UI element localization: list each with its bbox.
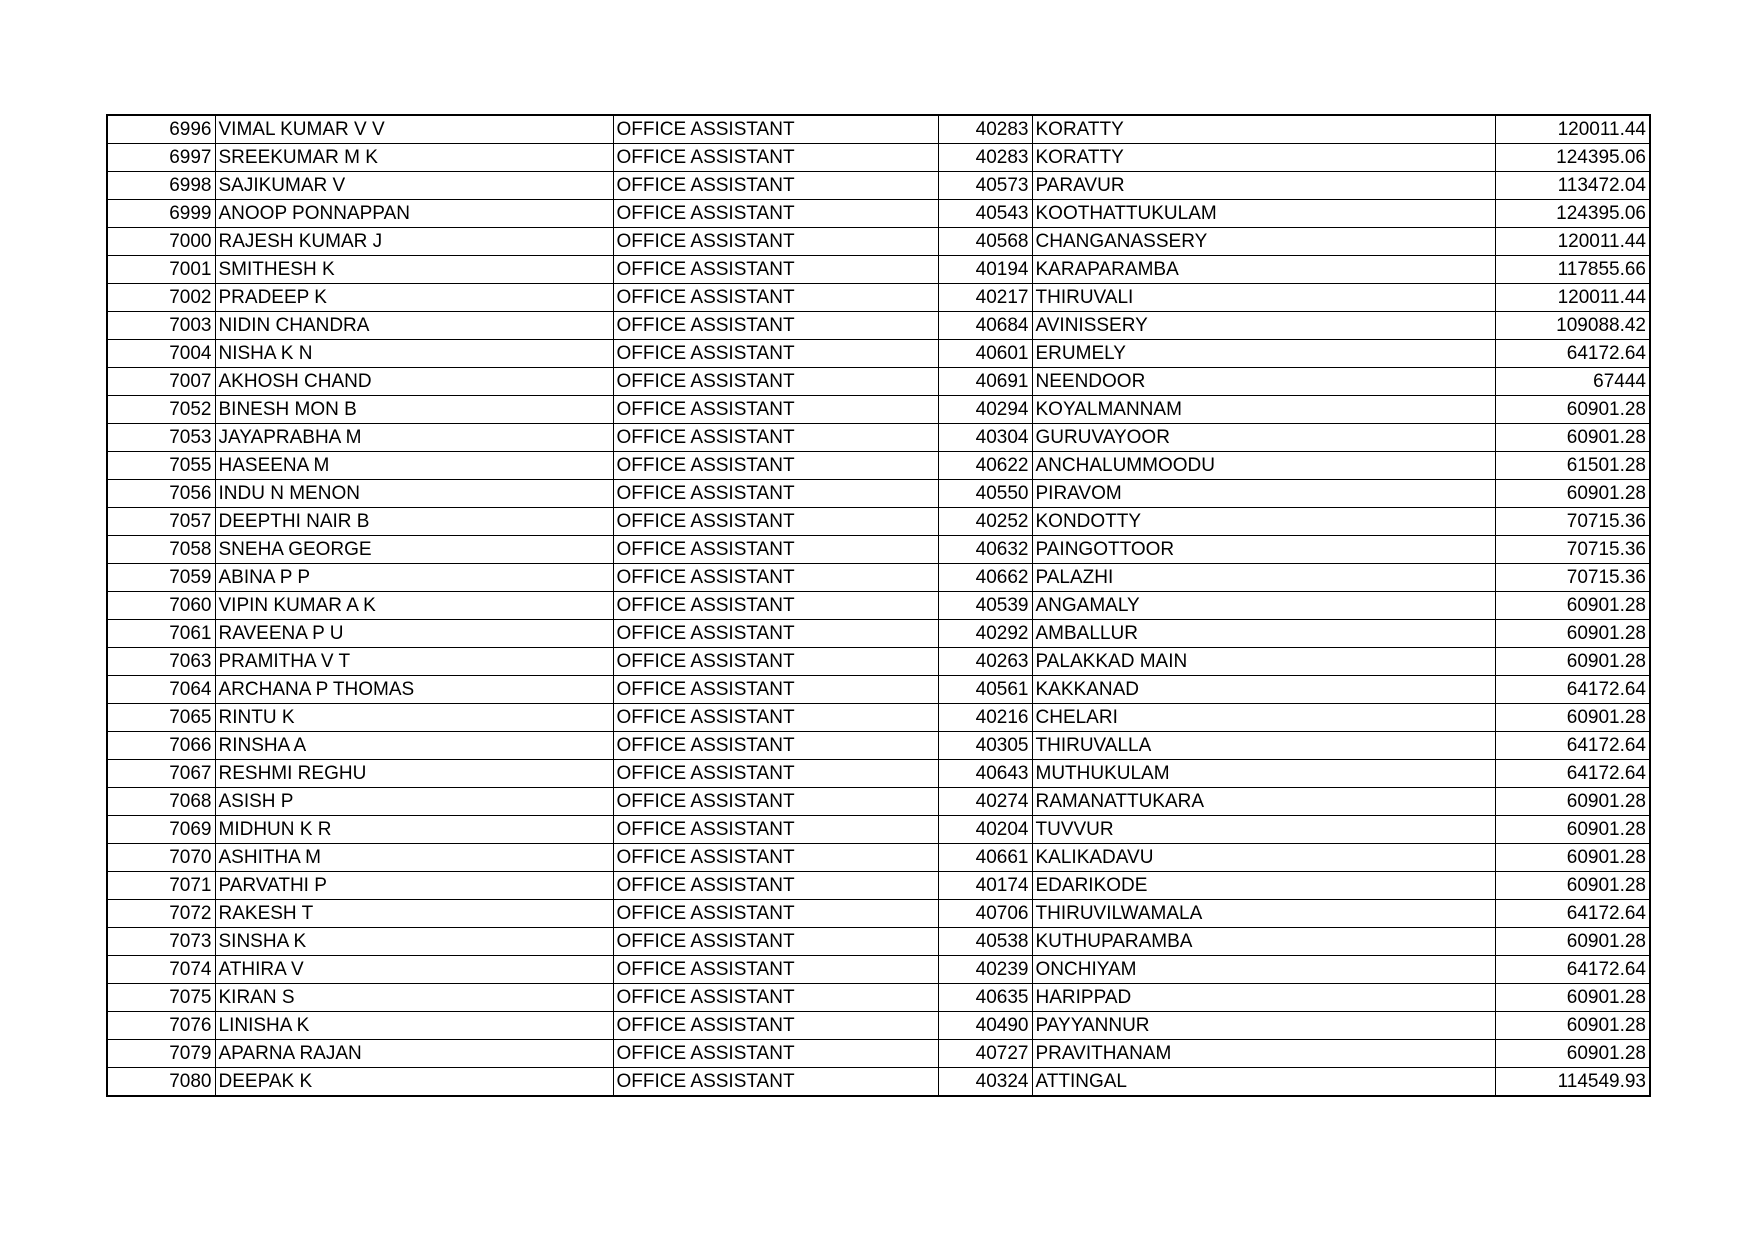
office-name-cell: PALAZHI — [1032, 564, 1495, 592]
employee-name-cell: ASISH P — [215, 788, 613, 816]
office-name-cell: GURUVAYOOR — [1032, 424, 1495, 452]
table-row — [107, 508, 1650, 536]
office-name-cell: ANCHALUMMOODU — [1032, 452, 1495, 480]
employee-name-cell: SREEKUMAR M K — [215, 144, 613, 172]
employee-id-cell: 7058 — [107, 536, 215, 564]
table-row — [107, 228, 1650, 256]
table-row — [107, 200, 1650, 228]
employee-id-cell: 7060 — [107, 592, 215, 620]
employee-table-body — [107, 115, 1650, 1096]
employee-name-cell: LINISHA K — [215, 1012, 613, 1040]
employee-id-cell: 7069 — [107, 816, 215, 844]
office-name-cell: ONCHIYAM — [1032, 956, 1495, 984]
employee-id-cell: 7002 — [107, 284, 215, 312]
office-code-cell: 40252 — [938, 508, 1032, 536]
employee-id-cell: 7072 — [107, 900, 215, 928]
office-name-cell: KORATTY — [1032, 144, 1495, 172]
office-code-cell: 40632 — [938, 536, 1032, 564]
office-name-cell: ANGAMALY — [1032, 592, 1495, 620]
office-name-cell: CHELARI — [1032, 704, 1495, 732]
office-name-cell: NEENDOOR — [1032, 368, 1495, 396]
employee-name-cell: MIDHUN K R — [215, 816, 613, 844]
designation-cell: OFFICE ASSISTANT — [613, 508, 938, 536]
amount-cell: 60901.28 — [1495, 1012, 1650, 1040]
table-row — [107, 480, 1650, 508]
office-code-cell: 40543 — [938, 200, 1032, 228]
employee-id-cell: 6996 — [107, 115, 215, 144]
designation-cell: OFFICE ASSISTANT — [613, 816, 938, 844]
employee-id-cell: 7059 — [107, 564, 215, 592]
employee-id-cell: 7064 — [107, 676, 215, 704]
office-code-cell: 40643 — [938, 760, 1032, 788]
table-row — [107, 816, 1650, 844]
employee-id-cell: 7074 — [107, 956, 215, 984]
table-row — [107, 900, 1650, 928]
amount-cell: 60901.28 — [1495, 928, 1650, 956]
table-row — [107, 844, 1650, 872]
employee-id-cell: 6998 — [107, 172, 215, 200]
employee-name-cell: PARVATHI P — [215, 872, 613, 900]
amount-cell: 60901.28 — [1495, 396, 1650, 424]
employee-id-cell: 6999 — [107, 200, 215, 228]
office-name-cell: KOOTHATTUKULAM — [1032, 200, 1495, 228]
employee-id-cell: 7052 — [107, 396, 215, 424]
employee-id-cell: 7076 — [107, 1012, 215, 1040]
amount-cell: 60901.28 — [1495, 872, 1650, 900]
office-name-cell: KALIKADAVU — [1032, 844, 1495, 872]
designation-cell: OFFICE ASSISTANT — [613, 200, 938, 228]
employee-name-cell: PRADEEP K — [215, 284, 613, 312]
table-row — [107, 620, 1650, 648]
office-name-cell: PIRAVOM — [1032, 480, 1495, 508]
amount-cell: 117855.66 — [1495, 256, 1650, 284]
table-row — [107, 872, 1650, 900]
office-code-cell: 40294 — [938, 396, 1032, 424]
office-code-cell: 40216 — [938, 704, 1032, 732]
employee-id-cell: 7063 — [107, 648, 215, 676]
amount-cell: 67444 — [1495, 368, 1650, 396]
office-code-cell: 40539 — [938, 592, 1032, 620]
office-code-cell: 40684 — [938, 312, 1032, 340]
amount-cell: 124395.06 — [1495, 144, 1650, 172]
amount-cell: 70715.36 — [1495, 508, 1650, 536]
office-name-cell: KARAPARAMBA — [1032, 256, 1495, 284]
employee-id-cell: 7065 — [107, 704, 215, 732]
office-code-cell: 40622 — [938, 452, 1032, 480]
office-name-cell: AVINISSERY — [1032, 312, 1495, 340]
office-name-cell: AMBALLUR — [1032, 620, 1495, 648]
amount-cell: 64172.64 — [1495, 340, 1650, 368]
designation-cell: OFFICE ASSISTANT — [613, 172, 938, 200]
designation-cell: OFFICE ASSISTANT — [613, 396, 938, 424]
employee-id-cell: 7055 — [107, 452, 215, 480]
employee-id-cell: 7053 — [107, 424, 215, 452]
office-name-cell: KORATTY — [1032, 115, 1495, 144]
employee-id-cell: 7004 — [107, 340, 215, 368]
office-code-cell: 40661 — [938, 844, 1032, 872]
office-name-cell: ERUMELY — [1032, 340, 1495, 368]
employee-id-cell: 7070 — [107, 844, 215, 872]
designation-cell: OFFICE ASSISTANT — [613, 256, 938, 284]
office-code-cell: 40550 — [938, 480, 1032, 508]
office-code-cell: 40691 — [938, 368, 1032, 396]
employee-name-cell: JAYAPRABHA M — [215, 424, 613, 452]
designation-cell: OFFICE ASSISTANT — [613, 312, 938, 340]
office-code-cell: 40490 — [938, 1012, 1032, 1040]
amount-cell: 64172.64 — [1495, 760, 1650, 788]
employee-name-cell: DEEPAK K — [215, 1068, 613, 1097]
employee-name-cell: PRAMITHA V T — [215, 648, 613, 676]
employee-id-cell: 7080 — [107, 1068, 215, 1097]
table-row — [107, 424, 1650, 452]
office-name-cell: EDARIKODE — [1032, 872, 1495, 900]
employee-name-cell: ASHITHA M — [215, 844, 613, 872]
employee-name-cell: RAKESH T — [215, 900, 613, 928]
employee-name-cell: APARNA RAJAN — [215, 1040, 613, 1068]
employee-name-cell: RINSHA A — [215, 732, 613, 760]
table-row — [107, 1068, 1650, 1097]
office-code-cell: 40204 — [938, 816, 1032, 844]
amount-cell: 60901.28 — [1495, 592, 1650, 620]
office-name-cell: KOYALMANNAM — [1032, 396, 1495, 424]
table-row — [107, 1040, 1650, 1068]
office-name-cell: TUVVUR — [1032, 816, 1495, 844]
designation-cell: OFFICE ASSISTANT — [613, 368, 938, 396]
table-row — [107, 536, 1650, 564]
table-row — [107, 648, 1650, 676]
employee-name-cell: SINSHA K — [215, 928, 613, 956]
employee-id-cell: 7071 — [107, 872, 215, 900]
designation-cell: OFFICE ASSISTANT — [613, 788, 938, 816]
amount-cell: 60901.28 — [1495, 788, 1650, 816]
office-name-cell: CHANGANASSERY — [1032, 228, 1495, 256]
table-row — [107, 676, 1650, 704]
office-name-cell: PAYYANNUR — [1032, 1012, 1495, 1040]
employee-name-cell: INDU N MENON — [215, 480, 613, 508]
table-row — [107, 256, 1650, 284]
office-name-cell: THIRUVALLA — [1032, 732, 1495, 760]
table-row — [107, 172, 1650, 200]
office-code-cell: 40324 — [938, 1068, 1032, 1097]
employee-name-cell: SMITHESH K — [215, 256, 613, 284]
table-row — [107, 788, 1650, 816]
office-code-cell: 40635 — [938, 984, 1032, 1012]
amount-cell: 60901.28 — [1495, 424, 1650, 452]
designation-cell: OFFICE ASSISTANT — [613, 592, 938, 620]
office-code-cell: 40304 — [938, 424, 1032, 452]
designation-cell: OFFICE ASSISTANT — [613, 732, 938, 760]
designation-cell: OFFICE ASSISTANT — [613, 452, 938, 480]
office-name-cell: THIRUVILWAMALA — [1032, 900, 1495, 928]
table-row — [107, 956, 1650, 984]
employee-id-cell: 7001 — [107, 256, 215, 284]
employee-name-cell: NIDIN CHANDRA — [215, 312, 613, 340]
office-name-cell: MUTHUKULAM — [1032, 760, 1495, 788]
designation-cell: OFFICE ASSISTANT — [613, 872, 938, 900]
employee-id-cell: 7000 — [107, 228, 215, 256]
employee-id-cell: 7003 — [107, 312, 215, 340]
amount-cell: 60901.28 — [1495, 844, 1650, 872]
designation-cell: OFFICE ASSISTANT — [613, 620, 938, 648]
employee-name-cell: RINTU K — [215, 704, 613, 732]
amount-cell: 70715.36 — [1495, 536, 1650, 564]
employee-name-cell: RAJESH KUMAR J — [215, 228, 613, 256]
employee-id-cell: 7075 — [107, 984, 215, 1012]
employee-name-cell: SNEHA GEORGE — [215, 536, 613, 564]
office-code-cell: 40561 — [938, 676, 1032, 704]
office-name-cell: RAMANATTUKARA — [1032, 788, 1495, 816]
office-name-cell: PRAVITHANAM — [1032, 1040, 1495, 1068]
office-code-cell: 40305 — [938, 732, 1032, 760]
employee-table — [106, 114, 1651, 1097]
designation-cell: OFFICE ASSISTANT — [613, 1012, 938, 1040]
table-row — [107, 1012, 1650, 1040]
office-name-cell: KONDOTTY — [1032, 508, 1495, 536]
table-row — [107, 396, 1650, 424]
office-name-cell: ATTINGAL — [1032, 1068, 1495, 1097]
office-code-cell: 40601 — [938, 340, 1032, 368]
amount-cell: 60901.28 — [1495, 620, 1650, 648]
amount-cell: 64172.64 — [1495, 676, 1650, 704]
office-name-cell: THIRUVALI — [1032, 284, 1495, 312]
table-row — [107, 928, 1650, 956]
designation-cell: OFFICE ASSISTANT — [613, 984, 938, 1012]
office-code-cell: 40174 — [938, 872, 1032, 900]
table-row — [107, 760, 1650, 788]
table-row — [107, 312, 1650, 340]
amount-cell: 120011.44 — [1495, 228, 1650, 256]
table-row — [107, 368, 1650, 396]
amount-cell: 124395.06 — [1495, 200, 1650, 228]
table-row — [107, 984, 1650, 1012]
employee-name-cell: ABINA P P — [215, 564, 613, 592]
office-code-cell: 40263 — [938, 648, 1032, 676]
office-name-cell: PAINGOTTOOR — [1032, 536, 1495, 564]
amount-cell: 60901.28 — [1495, 704, 1650, 732]
amount-cell: 64172.64 — [1495, 900, 1650, 928]
employee-name-cell: BINESH MON B — [215, 396, 613, 424]
designation-cell: OFFICE ASSISTANT — [613, 144, 938, 172]
office-name-cell: PALAKKAD MAIN — [1032, 648, 1495, 676]
designation-cell: OFFICE ASSISTANT — [613, 424, 938, 452]
employee-name-cell: VIMAL KUMAR V V — [215, 115, 613, 144]
employee-name-cell: RAVEENA P U — [215, 620, 613, 648]
office-code-cell: 40274 — [938, 788, 1032, 816]
office-code-cell: 40573 — [938, 172, 1032, 200]
amount-cell: 114549.93 — [1495, 1068, 1650, 1097]
table-row — [107, 284, 1650, 312]
amount-cell: 60901.28 — [1495, 480, 1650, 508]
employee-id-cell: 7057 — [107, 508, 215, 536]
designation-cell: OFFICE ASSISTANT — [613, 704, 938, 732]
designation-cell: OFFICE ASSISTANT — [613, 928, 938, 956]
employee-name-cell: RESHMI REGHU — [215, 760, 613, 788]
employee-name-cell: KIRAN S — [215, 984, 613, 1012]
amount-cell: 60901.28 — [1495, 648, 1650, 676]
employee-name-cell: HASEENA M — [215, 452, 613, 480]
employee-id-cell: 7067 — [107, 760, 215, 788]
office-code-cell: 40239 — [938, 956, 1032, 984]
employee-id-cell: 7056 — [107, 480, 215, 508]
table-row — [107, 340, 1650, 368]
employee-id-cell: 7079 — [107, 1040, 215, 1068]
employee-id-cell: 6997 — [107, 144, 215, 172]
office-code-cell: 40194 — [938, 256, 1032, 284]
table-row — [107, 115, 1650, 144]
employee-name-cell: NISHA K N — [215, 340, 613, 368]
amount-cell: 109088.42 — [1495, 312, 1650, 340]
amount-cell: 61501.28 — [1495, 452, 1650, 480]
office-code-cell: 40706 — [938, 900, 1032, 928]
amount-cell: 64172.64 — [1495, 732, 1650, 760]
designation-cell: OFFICE ASSISTANT — [613, 340, 938, 368]
designation-cell: OFFICE ASSISTANT — [613, 284, 938, 312]
designation-cell: OFFICE ASSISTANT — [613, 900, 938, 928]
employee-id-cell: 7073 — [107, 928, 215, 956]
employee-name-cell: AKHOSH CHAND — [215, 368, 613, 396]
table-row — [107, 144, 1650, 172]
employee-name-cell: DEEPTHI NAIR B — [215, 508, 613, 536]
designation-cell: OFFICE ASSISTANT — [613, 956, 938, 984]
office-code-cell: 40217 — [938, 284, 1032, 312]
table-row — [107, 452, 1650, 480]
designation-cell: OFFICE ASSISTANT — [613, 648, 938, 676]
designation-cell: OFFICE ASSISTANT — [613, 760, 938, 788]
employee-name-cell: SAJIKUMAR V — [215, 172, 613, 200]
designation-cell: OFFICE ASSISTANT — [613, 676, 938, 704]
designation-cell: OFFICE ASSISTANT — [613, 480, 938, 508]
office-name-cell: HARIPPAD — [1032, 984, 1495, 1012]
amount-cell: 120011.44 — [1495, 284, 1650, 312]
office-code-cell: 40292 — [938, 620, 1032, 648]
office-name-cell: KUTHUPARAMBA — [1032, 928, 1495, 956]
amount-cell: 120011.44 — [1495, 115, 1650, 144]
designation-cell: OFFICE ASSISTANT — [613, 564, 938, 592]
employee-name-cell: VIPIN KUMAR A K — [215, 592, 613, 620]
amount-cell: 113472.04 — [1495, 172, 1650, 200]
employee-id-cell: 7061 — [107, 620, 215, 648]
designation-cell: OFFICE ASSISTANT — [613, 536, 938, 564]
designation-cell: OFFICE ASSISTANT — [613, 228, 938, 256]
office-code-cell: 40662 — [938, 564, 1032, 592]
office-code-cell: 40283 — [938, 115, 1032, 144]
office-code-cell: 40727 — [938, 1040, 1032, 1068]
table-row — [107, 592, 1650, 620]
table-row — [107, 704, 1650, 732]
employee-id-cell: 7068 — [107, 788, 215, 816]
amount-cell: 64172.64 — [1495, 956, 1650, 984]
employee-name-cell: ANOOP PONNAPPAN — [215, 200, 613, 228]
office-code-cell: 40568 — [938, 228, 1032, 256]
employee-name-cell: ATHIRA V — [215, 956, 613, 984]
designation-cell: OFFICE ASSISTANT — [613, 115, 938, 144]
office-name-cell: PARAVUR — [1032, 172, 1495, 200]
table-row — [107, 732, 1650, 760]
office-name-cell: KAKKANAD — [1032, 676, 1495, 704]
employee-name-cell: ARCHANA P THOMAS — [215, 676, 613, 704]
employee-id-cell: 7066 — [107, 732, 215, 760]
amount-cell: 60901.28 — [1495, 816, 1650, 844]
table-row — [107, 564, 1650, 592]
office-code-cell: 40538 — [938, 928, 1032, 956]
employee-id-cell: 7007 — [107, 368, 215, 396]
office-code-cell: 40283 — [938, 144, 1032, 172]
amount-cell: 70715.36 — [1495, 564, 1650, 592]
designation-cell: OFFICE ASSISTANT — [613, 844, 938, 872]
amount-cell: 60901.28 — [1495, 1040, 1650, 1068]
designation-cell: OFFICE ASSISTANT — [613, 1068, 938, 1097]
designation-cell: OFFICE ASSISTANT — [613, 1040, 938, 1068]
amount-cell: 60901.28 — [1495, 984, 1650, 1012]
